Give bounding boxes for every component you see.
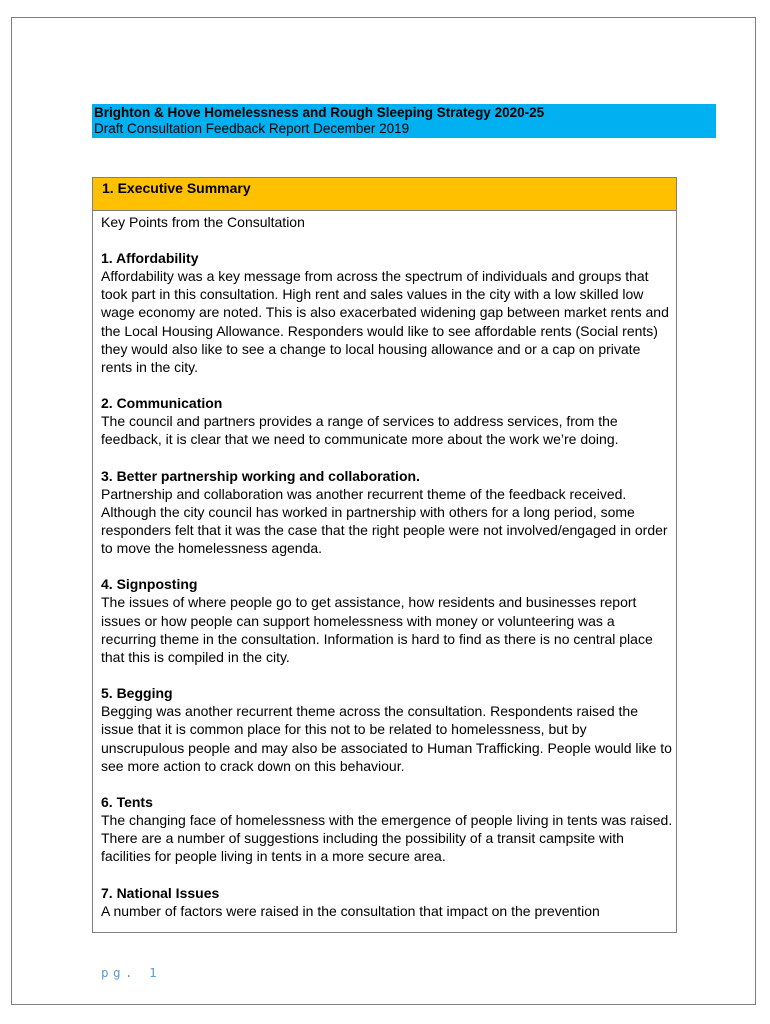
- key-point-text: Partnership and collaboration was another recurrent theme of the feedback received. Although the city council has worked in partnership with others for a long period, some responders felt that it was the case that the right people were not involved/engaged in order to move the homelessness agenda.: [101, 485, 668, 557]
- key-point-text: Affordability was a key message from across the spectrum of individuals and groups that took part in this consultation. High rent and sales values in the city with a low skilled low wage economy are noted. This is also exacerbated widening gap between market rents and the Local Housing Allowance. Responders would like to see affordable rents (Social rents) they would also like to see a change to local housing allowance and or a cap on private rents in the city.: [101, 268, 669, 376]
- executive-summary-box: [92, 177, 677, 933]
- key-point-title: 7. National Issues: [101, 884, 220, 901]
- key-point-title: 5. Begging: [101, 685, 173, 702]
- summary-body: [93, 211, 673, 920]
- key-point-signposting: [101, 575, 673, 666]
- key-point-partnership: [101, 467, 673, 558]
- key-point-begging: [101, 684, 673, 775]
- title-banner: [92, 104, 716, 138]
- key-point-title: 3. Better partnership working and collaboration.: [101, 467, 420, 484]
- key-point-title: 4. Signposting: [101, 576, 198, 593]
- key-point-text: The changing face of homelessness with the emergence of people living in tents was raised. There are a number of suggestions including the possibility of a transit campsite with facilities for people living in tents in a more secure area.: [101, 812, 673, 865]
- key-point-text: Begging was another recurrent theme across the consultation. Respondents raised the issue that it is common place for this not to be related to homelessness, but by unscrupulous people and may also be associated to Human Trafficking. People would like to see more action to crack down on this behaviour.: [101, 703, 672, 774]
- key-point-tents: [101, 793, 673, 866]
- key-point-text: A number of factors were raised in the consultation that impact on the prevention: [101, 902, 600, 919]
- key-point-national-issues: [101, 884, 673, 920]
- section-header: 1. Executive Summary: [93, 178, 676, 211]
- key-point-title: 2. Communication: [101, 395, 223, 412]
- key-point-title: 6. Tents: [101, 794, 153, 811]
- document-title: Brighton & Hove Homelessness and Rough Sleeping Strategy 2020-25: [94, 105, 545, 120]
- key-point-text: The council and partners provides a range of services to address services, from the feedback, it is clear that we need to communicate more about the work we’re doing.: [101, 413, 619, 448]
- key-point-affordability: [101, 249, 673, 376]
- key-point-text: The issues of where people go to get assistance, how residents and businesses report issues or how people can support homelessness with money or volunteering was a recurring theme in the consultation. Information is hard to find as there is no central place that this is compiled in the city.: [101, 594, 653, 666]
- key-point-title: 1. Affordability: [101, 250, 199, 266]
- document-subtitle: Draft Consultation Feedback Report December 2019: [94, 121, 410, 136]
- key-point-communication: [101, 394, 673, 448]
- page-number: pg. 1: [101, 965, 162, 980]
- summary-intro: Key Points from the Consultation: [101, 214, 305, 230]
